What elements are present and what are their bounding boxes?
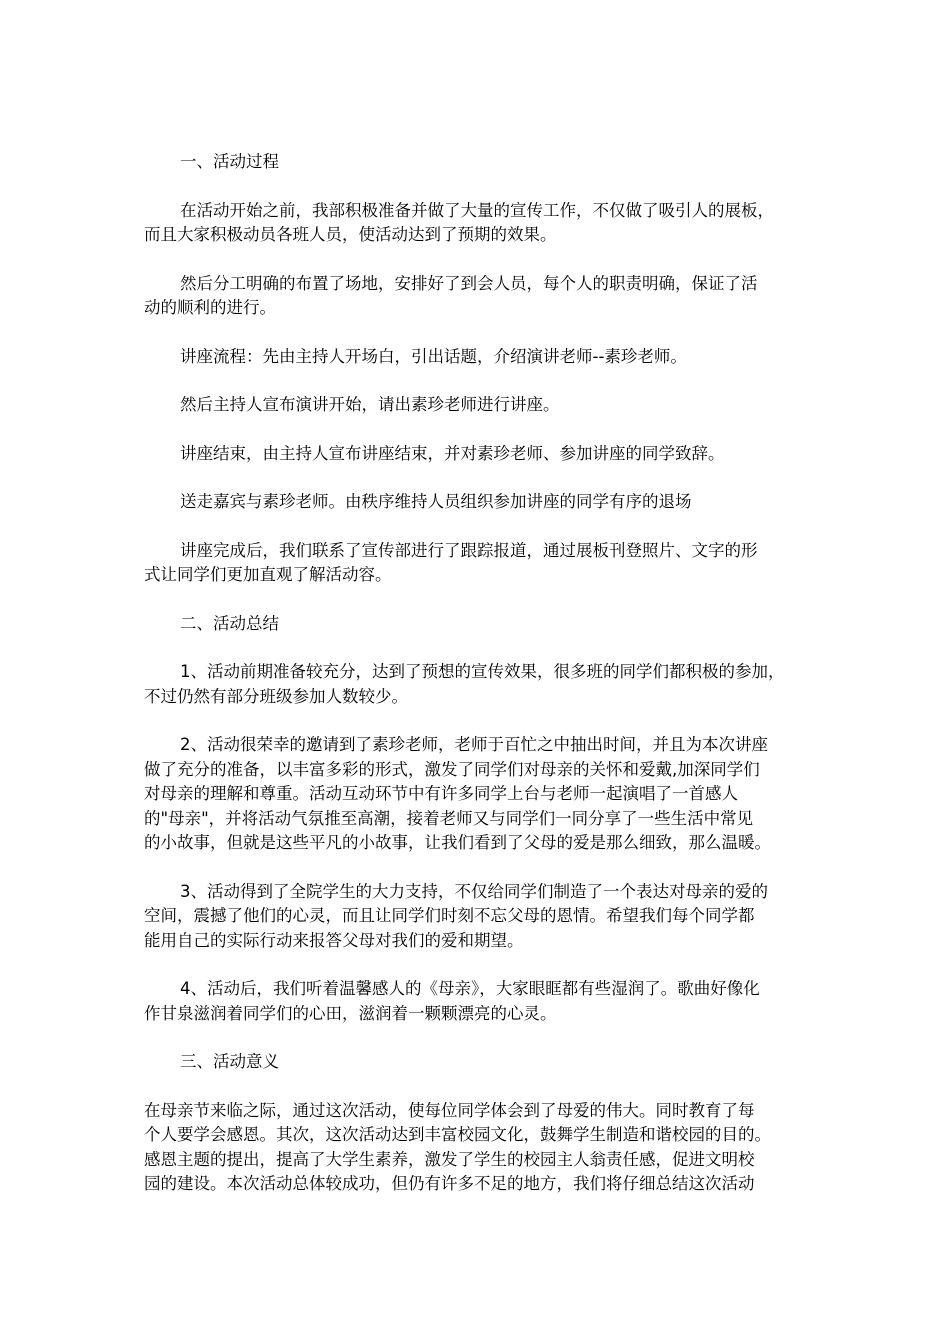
paragraph-line: 能用自己的实际行动来报答父母对我们的爱和期望。	[144, 930, 524, 950]
paragraph-lecture-start	[144, 393, 812, 418]
paragraph-line: 在活动开始之前，我部积极准备并做了大量的宣传工作，不仅做了吸引人的展板，	[180, 200, 774, 220]
paragraph-line: 1、活动前期准备较充分，达到了预想的宣传效果，很多班的同学们都积极的参加，	[180, 662, 785, 681]
paragraph-line: 讲座流程：先由主持人开场白，引出话题，介绍演讲老师--素珍老师。	[180, 346, 687, 366]
paragraph-line: 的小故事，但就是这些平凡的小故事，让我们看到了父母的爱是那么细致，那么温暖。	[144, 833, 771, 852]
paragraph-line: 在母亲节来临之际，通过这次活动，使每位同学体会到了母爱的伟大。同时教育了每	[144, 1100, 755, 1120]
paragraph-line: 感恩主题的提出，提高了大学生素养，激发了学生的校园主人翁责任感，促进文明校	[144, 1149, 755, 1169]
paragraph-line: 2、活动很荣幸的邀请到了素珍老师，老师于百忙之中抽出时间，并且为本次讲座	[180, 735, 768, 754]
paragraph-line: 讲座结束，由主持人宣布讲座结束，并对素珍老师、参加讲座的同学致辞。	[180, 443, 725, 463]
paragraph-line: 的"母亲"，并将活动气氛推至高潮，接着老师又与同学们一同分享了一些生活中常见	[144, 808, 754, 828]
paragraph-line: 园的建设。本次活动总体较成功，但仍有许多不足的地方，我们将仔细总结这次活动	[144, 1174, 755, 1193]
paragraph-lecture-flow	[144, 345, 812, 370]
paragraph-line: 而且大家积极动员各班人员，使活动达到了预期的效果。	[144, 225, 557, 244]
paragraph-line: 3、活动得到了全院学生的大力支持，不仅给同学们制造了一个表达对母亲的爱的	[180, 881, 768, 901]
section-heading-summary	[144, 612, 812, 637]
paragraph-line: 对母亲的理解和尊重。活动互动环节中有许多同学上台与老师一起演唱了一首感人	[144, 784, 738, 803]
paragraph-line: 做了充分的准备，以丰富多彩的形式，激发了同学们对母亲的关怀和爱戴,加深同学们	[144, 759, 760, 779]
heading-text: 一、活动过程	[180, 152, 279, 171]
paragraph-venue	[144, 272, 812, 321]
paragraph-line: 不过仍然有部分班级参加人数较少。	[144, 686, 408, 706]
heading-text: 三、活动意义	[180, 1052, 279, 1071]
paragraph-line: 动的顺利的进行。	[144, 298, 276, 317]
paragraph-line: 然后主持人宣布演讲开始，请出素珍老师进行讲座。	[180, 395, 560, 414]
paragraph-line: 式让同学们更加直观了解活动容。	[144, 565, 392, 584]
paragraph-line: 作甘泉滋润着同学们的心田，滋润着一颗颗漂亮的心灵。	[144, 1003, 557, 1023]
paragraph-summary-2	[144, 733, 812, 856]
paragraph-report	[144, 539, 812, 588]
section-heading-process	[144, 150, 812, 175]
paragraph-summary-3	[144, 880, 812, 954]
paragraph-line: 然后分工明确的布置了场地，安排好了到会人员，每个人的职责明确，保证了活	[180, 273, 758, 293]
paragraph-line: 送走嘉宾与素珍老师。由秩序维持人员组织参加讲座的同学有序的退场	[180, 492, 692, 511]
paragraph-lecture-end	[144, 442, 812, 467]
paragraph-line: 空间，震撼了他们的心灵，而且让同学们时刻不忘父母的恩情。希望我们每个同学都	[144, 906, 755, 925]
paragraph-significance	[144, 1099, 812, 1197]
paragraph-line: 个人要学会感恩。其次，这次活动达到丰富校园文化，鼓舞学生制造和谐校园的目的。	[144, 1125, 771, 1144]
paragraph-summary-4	[144, 977, 812, 1026]
paragraph-line: 讲座完成后，我们联系了宣传部进行了跟踪报道，通过展板刊登照片、文字的形	[180, 540, 758, 560]
paragraph-preparation	[144, 199, 812, 248]
document-page	[144, 150, 812, 1221]
heading-text: 二、活动总结	[180, 613, 279, 633]
section-heading-significance	[144, 1050, 812, 1075]
paragraph-line: 4、活动后，我们听着温馨感人的《母亲》，大家眼眶都有些湿润了。歌曲好像化	[180, 979, 760, 998]
paragraph-farewell	[144, 490, 812, 515]
paragraph-summary-1	[144, 660, 812, 709]
